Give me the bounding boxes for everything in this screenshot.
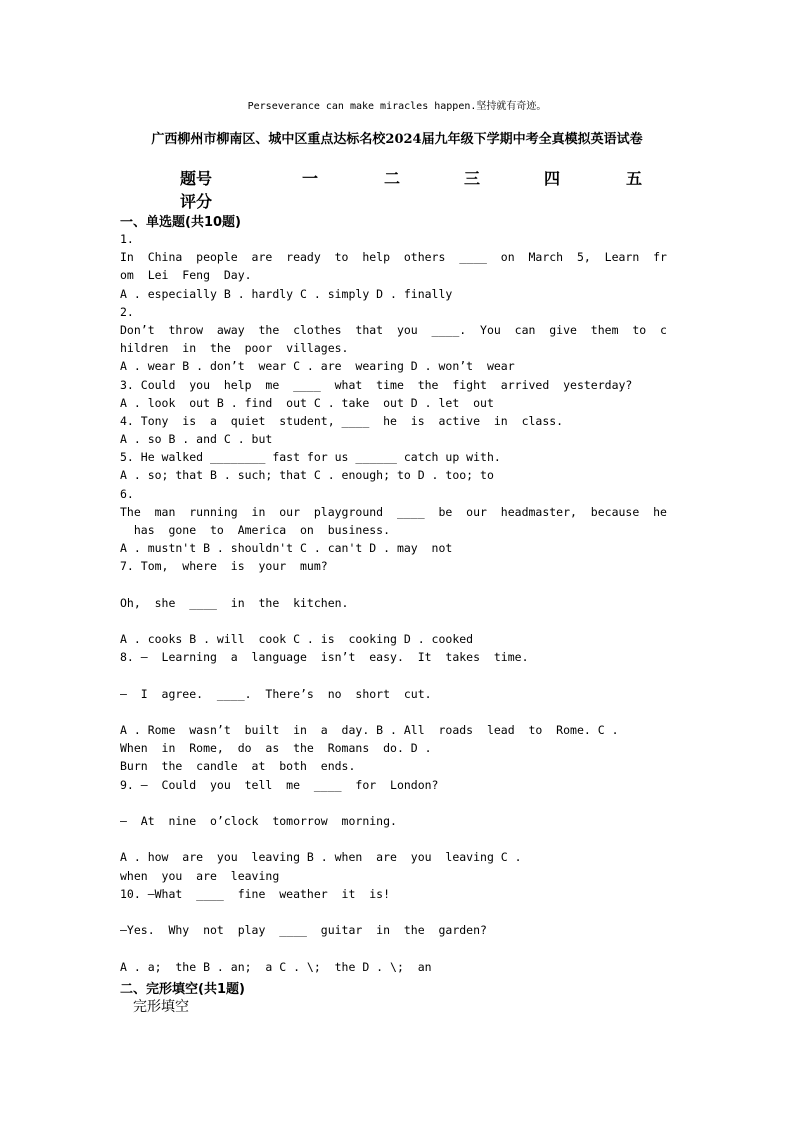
blank-line [120,667,676,685]
question-line: Oh, she ____ in the kitchen. [120,595,349,610]
question-line: A . Rome wasn’t built in a day. B . All roads lead to Rome. C . [120,723,619,738]
blank-line [120,830,676,848]
question-line: A . wear B . don’t wear C . are wearing D . won’t wear [120,359,515,374]
question-line: Don’t throw away the clothes that you ____. You can give them to c [120,322,667,337]
section-heading-cloze: 二、完形填空(共1题) [120,982,245,997]
score-col-2: 二 [384,169,401,188]
question-line: A . cooks B . will cook C . is cooking D . cooked [120,632,474,647]
question-line: A . a; the B . an; a C . \; the D . \; an [120,959,432,974]
question-line: A . especially B . hardly C . simply D . finally [120,286,453,301]
blank-line [120,939,676,957]
question-line: The man running in our playground ____ be our headmaster, because he [120,504,667,519]
blank-line [120,903,676,921]
question-line: 9. — Could you tell me ____ for London? [120,777,439,792]
score-col-1: 一 [302,169,319,188]
question-line: when you are leaving [120,868,280,883]
question-line: 3. Could you help me ____ what time the fight arrived yesterday? [120,377,633,392]
question-line: —Yes. Why not play ____ guitar in the garden? [120,923,487,938]
question-line: A . mustn't B . shouldn't C . can't D . may not [120,541,453,556]
score-col-3: 三 [464,169,481,188]
question-line: 4. Tony is a quiet student, ____ he is active in class. [120,413,564,428]
question-line: A . how are you leaving B . when are you leaving C . [120,850,522,865]
question-line: om Lei Feng Day. [120,268,252,283]
score-col-4: 四 [544,169,561,188]
question-line: 2. [120,304,134,319]
question-line: A . so B . and C . but [120,432,273,447]
question-line: 1. [120,232,134,246]
blank-line [120,576,676,594]
question-line: — At nine o’clock tomorrow morning. [120,814,397,828]
question-line: In China people are ready to help others ____ on March 5, Learn fr [120,250,667,265]
blank-line [120,794,676,812]
question-line: 7. Tom, where is your mum? [120,559,328,574]
question-line: — I agree. ____. There’s no short cut. [120,686,432,701]
question-line: hildren in the poor villages. [120,341,349,356]
question-line: 6. [120,486,134,501]
score-table-row1 [180,166,650,190]
question-line: Burn the candle at both ends. [120,759,356,774]
blank-line [120,703,676,721]
score-table-label-score: 评分 [180,192,213,211]
section-heading-single-choice: 一、单选题(共10题) [120,215,241,230]
score-table-label-number: 题号 [180,169,213,188]
exam-title: 广西柳州市柳南区、城中区重点达标名校2024届九年级下学期中考全真模拟英语试卷 [151,132,643,147]
score-col-5: 五 [626,169,643,188]
question-line: When in Rome, do as the Romans do. D . [120,741,432,756]
question-line: has gone to America on business. [120,523,391,537]
question-line: A . so; that B . such; that C . enough; to D . too; to [120,468,494,483]
question-line: A . look out B . find out C . take out D . let out [120,395,494,410]
question-line: 5. He walked ________ fast for us ______ catch up with. [120,450,501,465]
question-line: 8. — Learning a language isn’t easy. It takes time. [120,650,529,665]
question-line: 10. —What ____ fine weather it is! [120,886,391,901]
header-motto: Perseverance can make miracles happen.坚持就有奇迹。 [247,101,547,112]
blank-line [120,612,676,630]
question-list [120,230,676,976]
cloze-subheading: 完形填空 [133,999,189,1015]
